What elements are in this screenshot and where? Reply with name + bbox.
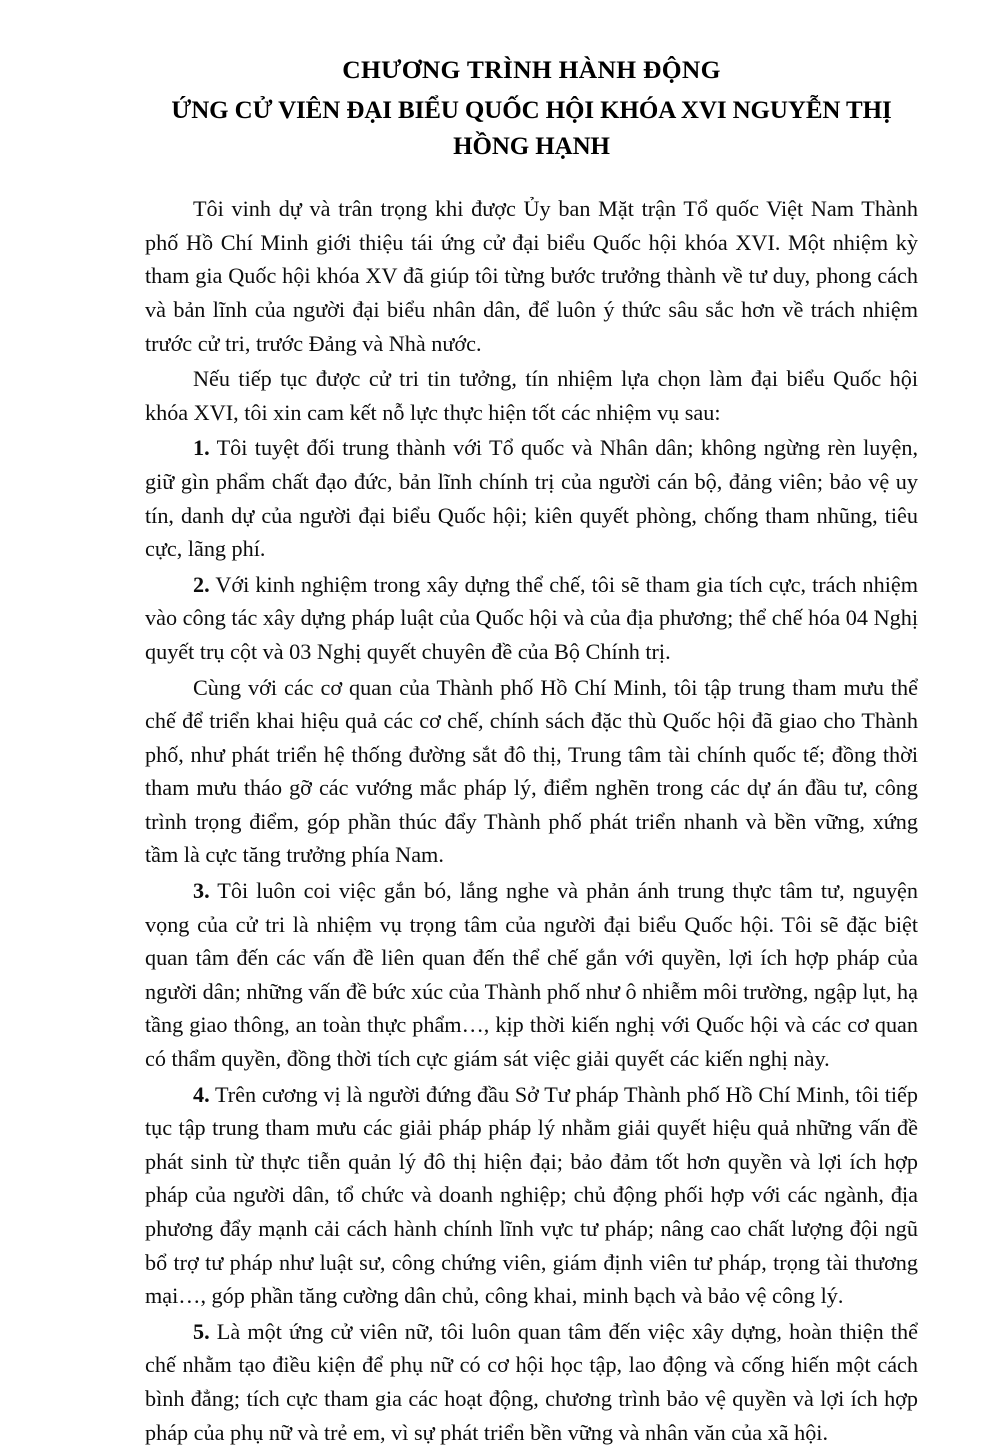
paragraph-text: Tôi tuyệt đối trung thành với Tổ quốc và Nhân dân; không ngừng rèn luyện, giữ gìn phẩm chất đạo đức, bản lĩnh chính trị của người cán bộ, đảng viên; bảo vệ uy tín, danh dự của người đại biểu Quốc hội; kiên quyết phòng, chống tham nhũng, tiêu cực, lãng phí. <box>145 435 918 562</box>
paragraph-intro-2 <box>145 362 918 429</box>
paragraph-text: Tôi luôn coi việc gắn bó, lắng nghe và phản ánh trung thực tâm tư, nguyện vọng của cử tri là nhiệm vụ trọng tâm của người đại biểu Quốc hội. Tôi sẽ đặc biệt quan tâm đến các vấn đề liên quan đến thể chế gắn với quyền, lợi ích hợp pháp của người dân; những vấn đề bức xúc của Thành phố như ô nhiễm môi trường, ngập lụt, hạ tầng giao thông, an toàn thực phẩm…, kịp thời kiến nghị với Quốc hội và các cơ quan có thẩm quyền, đồng thời tích cực giám sát việc giải quyết các kiến nghị này. <box>145 878 918 1072</box>
paragraph-number: 3. <box>193 878 210 904</box>
paragraph-number: 5. <box>193 1318 210 1344</box>
paragraph-item-2 <box>145 568 918 669</box>
paragraph-text: Tôi vinh dự và trân trọng khi được Ủy ban Mặt trận Tổ quốc Việt Nam Thành phố Hồ Chí Minh giới thiệu tái ứng cử đại biểu Quốc hội khóa XVI. Một nhiệm kỳ tham gia Quốc hội khóa XV đã giúp tôi từng bước trưởng thành về tư duy, phong cách và bản lĩnh của người đại biểu nhân dân, để luôn ý thức sâu sắc hơn về trách nhiệm trước cử tri, trước Đảng và Nhà nước. <box>145 196 918 356</box>
paragraph-number: 2. <box>193 571 210 597</box>
paragraph-text: Cùng với các cơ quan của Thành phố Hồ Chí Minh, tôi tập trung tham mưu thể chế để triển khai hiệu quả các cơ chế, chính sách đặc thù Quốc hội đã giao cho Thành phố, như phát triển hệ thống đường sắt đô thị, Trung tâm tài chính quốc tế; đồng thời tham mưu tháo gỡ các vướng mắc pháp lý, điểm nghẽn trong các dự án đầu tư, công trình trọng điểm, góp phần thúc đẩy Thành phố phát triển nhanh và bền vững, xứng tầm là cực tăng trưởng phía Nam. <box>145 674 918 868</box>
paragraph-item-4 <box>145 1078 918 1313</box>
paragraph-number: 1. <box>193 435 210 461</box>
paragraph-number: 4. <box>193 1081 210 1107</box>
page-title-line-1: CHƯƠNG TRÌNH HÀNH ĐỘNG <box>342 55 721 84</box>
paragraph-text: Nếu tiếp tục được cử tri tin tưởng, tín nhiệm lựa chọn làm đại biểu Quốc hội khóa XVI, tôi xin cam kết nỗ lực thực hiện tốt các nhiệm vụ sau: <box>145 366 918 425</box>
paragraph-text: Trên cương vị là người đứng đầu Sở Tư pháp Thành phố Hồ Chí Minh, tôi tiếp tục tập trung tham mưu các giải pháp pháp lý nhằm giải quyết hiệu quả những vấn đề phát sinh từ thực tiễn quản lý đô thị hiện đại; bảo đảm tốt hơn quyền và lợi ích hợp pháp của người dân, tổ chức và doanh nghiệp; chủ động phối hợp với các ngành, địa phương đẩy mạnh cải cách hành chính lĩnh vực tư pháp; nâng cao chất lượng đội ngũ bổ trợ tư pháp như luật sư, công chứng viên, giám định viên tư pháp, trọng tài thương mại…, góp phần tăng cường dân chủ, công khai, minh bạch và bảo vệ công lý. <box>145 1081 918 1309</box>
paragraph-item-3 <box>145 874 918 1076</box>
paragraph-item-5 <box>145 1315 918 1449</box>
page-title <box>145 52 918 164</box>
document-body <box>145 192 918 1449</box>
paragraph-intro-1 <box>145 192 918 360</box>
paragraph-text: Với kinh nghiệm trong xây dựng thể chế, tôi sẽ tham gia tích cực, trách nhiệm vào công tác xây dựng pháp luật của Quốc hội và của địa phương; thể chế hóa 04 Nghị quyết trụ cột và 03 Nghị quyết chuyên đề của Bộ Chính trị. <box>145 571 918 664</box>
paragraph-text: Là một ứng cử viên nữ, tôi luôn quan tâm đến việc xây dựng, hoàn thiện thể chế nhằm tạo điều kiện để phụ nữ có cơ hội học tập, lao động và cống hiến một cách bình đẳng; tích cực tham gia các hoạt động, chương trình bảo vệ quyền và lợi ích hợp pháp của phụ nữ và trẻ em, vì sự phát triển bền vững và nhân văn của xã hội. <box>145 1318 918 1445</box>
page-title-line-2: ỨNG CỬ VIÊN ĐẠI BIỂU QUỐC HỘI KHÓA XVI NGUYỄN THỊ HỒNG HẠNH <box>171 97 892 160</box>
paragraph-item-2-continued <box>145 671 918 873</box>
paragraph-item-1 <box>145 431 918 565</box>
